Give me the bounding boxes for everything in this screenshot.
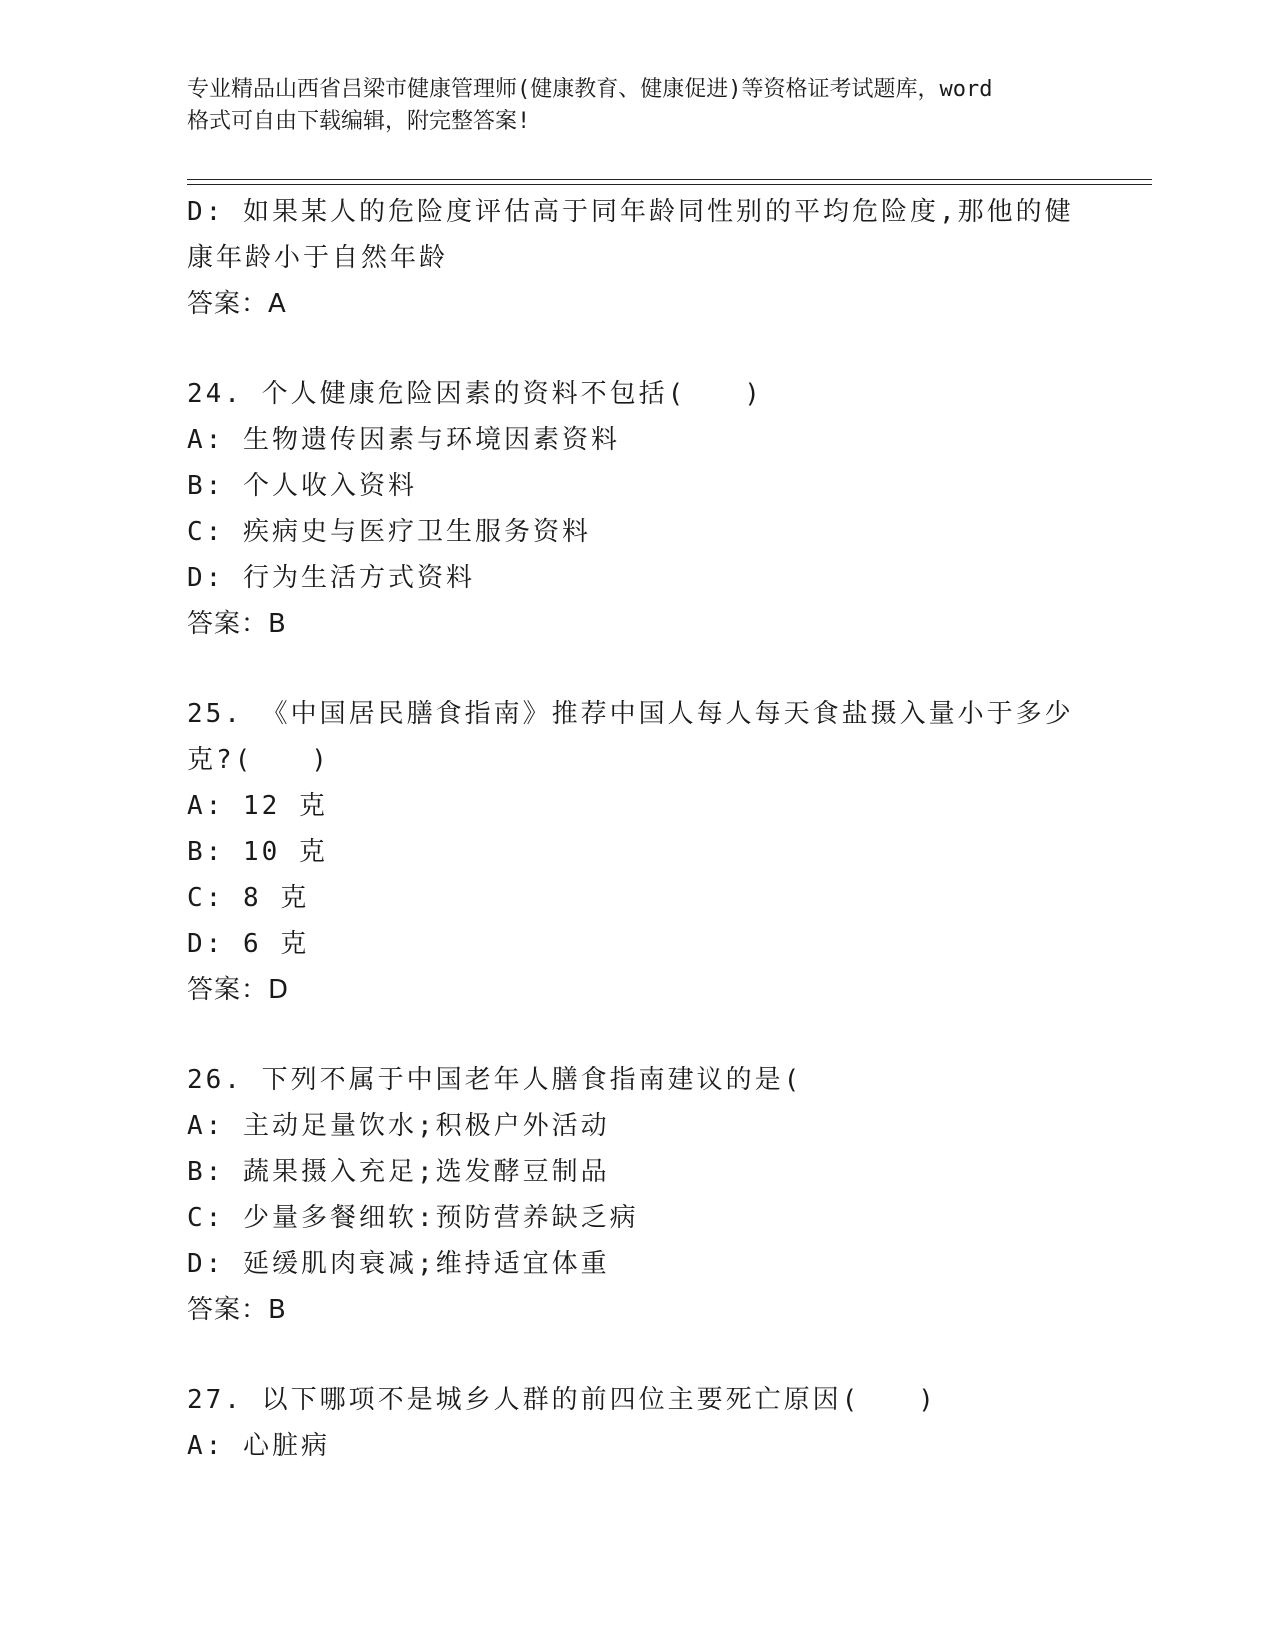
question-stem: 24. 个人健康危险因素的资料不包括( ) <box>187 379 763 409</box>
question-content <box>187 189 1147 1469</box>
option-d: D: 行为生活方式资料 <box>187 563 475 593</box>
answer-line: 答案：B <box>187 1295 287 1325</box>
spacer <box>187 327 1147 371</box>
option-d-line-2: 康年龄小于自然年龄 <box>187 243 449 273</box>
question-stem: 26. 下列不属于中国老年人膳食指南建议的是( <box>187 1065 803 1095</box>
document-header <box>187 74 1087 138</box>
question-24 <box>187 371 1147 647</box>
answer-line: 答案：D <box>187 975 290 1005</box>
question-27 <box>187 1377 1147 1469</box>
answer-line: 答案：A <box>187 289 287 319</box>
header-rule-bottom <box>187 184 1152 185</box>
header-line-2: 格式可自由下载编辑，附完整答案! <box>187 109 531 134</box>
spacer <box>187 1333 1147 1377</box>
option-d-line-1: D: 如果某人的危险度评估高于同年龄同性别的平均危险度,那他的健 <box>187 197 1074 227</box>
option-a: A: 心脏病 <box>187 1431 330 1461</box>
option-a: A: 生物遗传因素与环境因素资料 <box>187 425 620 455</box>
spacer <box>187 647 1147 691</box>
option-c: C: 8 克 <box>187 883 310 913</box>
header-line-1: 专业精品山西省吕梁市健康管理师(健康教育、健康促进)等资格证考试题库，word <box>187 77 993 102</box>
question-stem: 27. 以下哪项不是城乡人群的前四位主要死亡原因( ) <box>187 1385 937 1415</box>
option-a: A: 12 克 <box>187 791 328 821</box>
question-26 <box>187 1057 1147 1333</box>
option-b: B: 个人收入资料 <box>187 471 417 501</box>
header-rule-top <box>187 179 1152 180</box>
option-d: D: 6 克 <box>187 929 310 959</box>
question-25 <box>187 691 1147 1013</box>
option-b: B: 蔬果摄入充足;选发酵豆制品 <box>187 1157 610 1187</box>
option-c: C: 少量多餐细软:预防营养缺乏病 <box>187 1203 639 1233</box>
option-c: C: 疾病史与医疗卫生服务资料 <box>187 517 591 547</box>
option-a: A: 主动足量饮水;积极户外活动 <box>187 1111 610 1141</box>
question-stem: 25. 《中国居民膳食指南》推荐中国人每人每天食盐摄入量小于多少 <box>187 699 1074 729</box>
spacer <box>187 1013 1147 1057</box>
question-23-tail <box>187 189 1147 327</box>
question-stem-continued: 克?( ) <box>187 745 330 775</box>
answer-line: 答案：B <box>187 609 287 639</box>
option-d: D: 延缓肌肉衰减;维持适宜体重 <box>187 1249 610 1279</box>
option-b: B: 10 克 <box>187 837 328 867</box>
